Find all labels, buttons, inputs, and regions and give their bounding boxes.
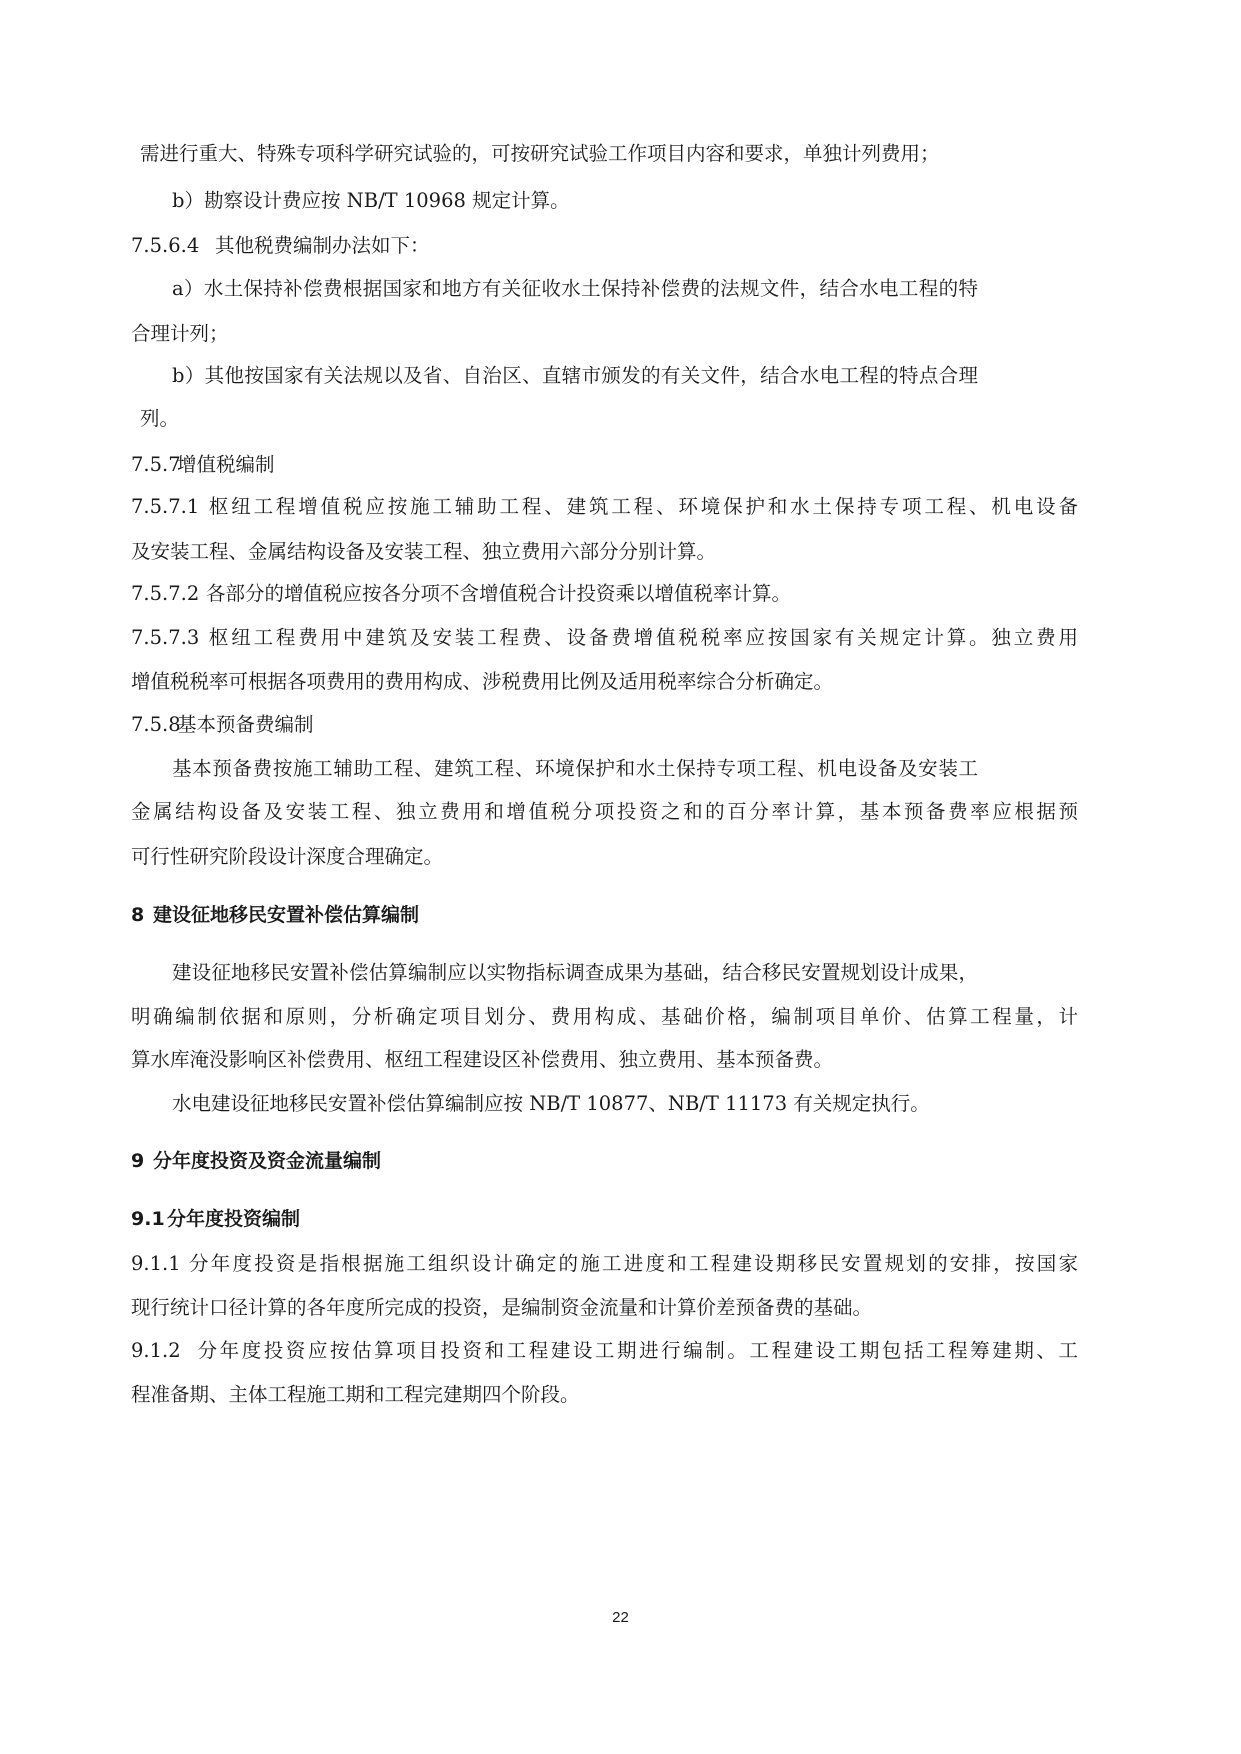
section-title: 基本预备费编制 <box>177 713 314 736</box>
list-item-line: b）勘察设计费应按 NB/T 10968 规定计算。 <box>172 189 570 212</box>
paragraph-line: 及安装工程、金属结构设备及安装工程、独立费用六部分分别计算。 <box>131 540 717 563</box>
paragraph-line: 增值税税率可根据各项费用的费用构成、涉税费用比例及适用税率综合分析确定。 <box>131 670 834 693</box>
paragraph-line: 程准备期、主体工程施工期和工程完建期四个阶段。 <box>131 1383 580 1406</box>
paragraph-line: 金属结构设备及安装工程、独立费用和增值税分项投资之和的百分率计算，基本预备费率应根据预 <box>131 800 1078 823</box>
clause-heading-7-5-6-4 <box>131 232 430 260</box>
clause-text: 分年度投资应按估算项目投资和工程建设工期进行编制。工程建设工期包括工程筹建期、工 <box>195 1339 1078 1362</box>
clause-7-5-7-3 <box>131 624 1078 652</box>
chapter-number: 8 <box>131 904 145 926</box>
chapter-title: 建设征地移民安置补偿估算编制 <box>153 904 420 926</box>
clause-number: 7.5.7.2 <box>131 582 200 605</box>
clause-text: 枢纽工程费用中建筑及安装工程费、设备费增值税税率应按国家有关规定计算。独立费用 <box>206 626 1078 649</box>
clause-7-5-7-2 <box>131 580 791 608</box>
list-item-line: a）水土保持补偿费根据国家和地方有关征收水土保持补偿费的法规文件，结合水电工程的特 <box>172 277 978 300</box>
clause-number: 7.5.7.1 <box>131 495 200 518</box>
chapter-heading-8 <box>131 901 419 929</box>
list-item-line: 合理计列； <box>131 322 229 345</box>
clause-number: 7.5.7.3 <box>131 626 200 649</box>
paragraph-line: 现行统计口径计算的各年度所完成的投资，是编制资金流量和计算价差预备费的基础。 <box>131 1296 873 1319</box>
chapter-heading-9 <box>131 1147 381 1175</box>
section-title: 分年度投资编制 <box>167 1208 301 1230</box>
section-heading-9-1 <box>131 1205 300 1233</box>
paragraph-line: 算水库淹没影响区补偿费用、枢纽工程建设区补偿费用、独立费用、基本预备费。 <box>131 1048 834 1071</box>
paragraph-line: 基本预备费按施工辅助工程、建筑工程、环境保护和水土保持专项工程、机电设备及安装工 <box>172 757 978 780</box>
paragraph-line: 明确编制依据和原则，分析确定项目划分、费用构成、基础价格，编制项目单价、估算工程量，计 <box>131 1005 1078 1028</box>
page-number: 22 <box>612 1609 629 1626</box>
clause-number: 9.1.2 <box>131 1339 181 1362</box>
section-number: 7.5.7 <box>131 453 181 476</box>
section-number: 7.5.8 <box>131 713 181 736</box>
chapter-number: 9 <box>131 1150 145 1172</box>
section-heading-7-5-8 <box>131 711 314 739</box>
paragraph-line: 建设征地移民安置补偿估算编制应以实物指标调查成果为基础，结合移民安置规划设计成果， <box>172 961 978 984</box>
section-number: 9.1 <box>131 1208 165 1230</box>
paragraph-line: 可行性研究阶段设计深度合理确定。 <box>131 845 444 868</box>
chapter-title: 分年度投资及资金流量编制 <box>153 1150 382 1172</box>
clause-number: 7.5.6.4 <box>131 234 200 257</box>
paragraph-line: 9.1.1 分年度投资是指根据施工组织设计确定的施工进度和工程建设期移民安置规划的安排，按国家 <box>131 1252 1078 1275</box>
paragraph-line: 水电建设征地移民安置补偿估算编制应按 NB/T 10877、NB/T 11173 有关规定执行。 <box>172 1092 930 1115</box>
clause-text: 其他税费编制办法如下： <box>215 234 430 257</box>
clause-text: 枢纽工程增值税应按施工辅助工程、建筑工程、环境保护和水土保持专项工程、机电设备 <box>206 495 1078 518</box>
clause-text: 各部分的增值税应按各分项不含增值税合计投资乘以增值税率计算。 <box>206 582 792 605</box>
list-item-line: b）其他按国家有关法规以及省、自治区、直辖市颁发的有关文件，结合水电工程的特点合理 <box>172 364 978 387</box>
clause-9-1-2 <box>131 1337 1078 1365</box>
section-title: 增值税编制 <box>177 453 275 476</box>
section-heading-7-5-7 <box>131 451 275 479</box>
list-item-line: 列。 <box>140 407 180 430</box>
clause-7-5-7-1 <box>131 493 1078 521</box>
paragraph-line: 需进行重大、特殊专项科学研究试验的，可按研究试验工作项目内容和要求，单独计列费用； <box>140 142 940 165</box>
